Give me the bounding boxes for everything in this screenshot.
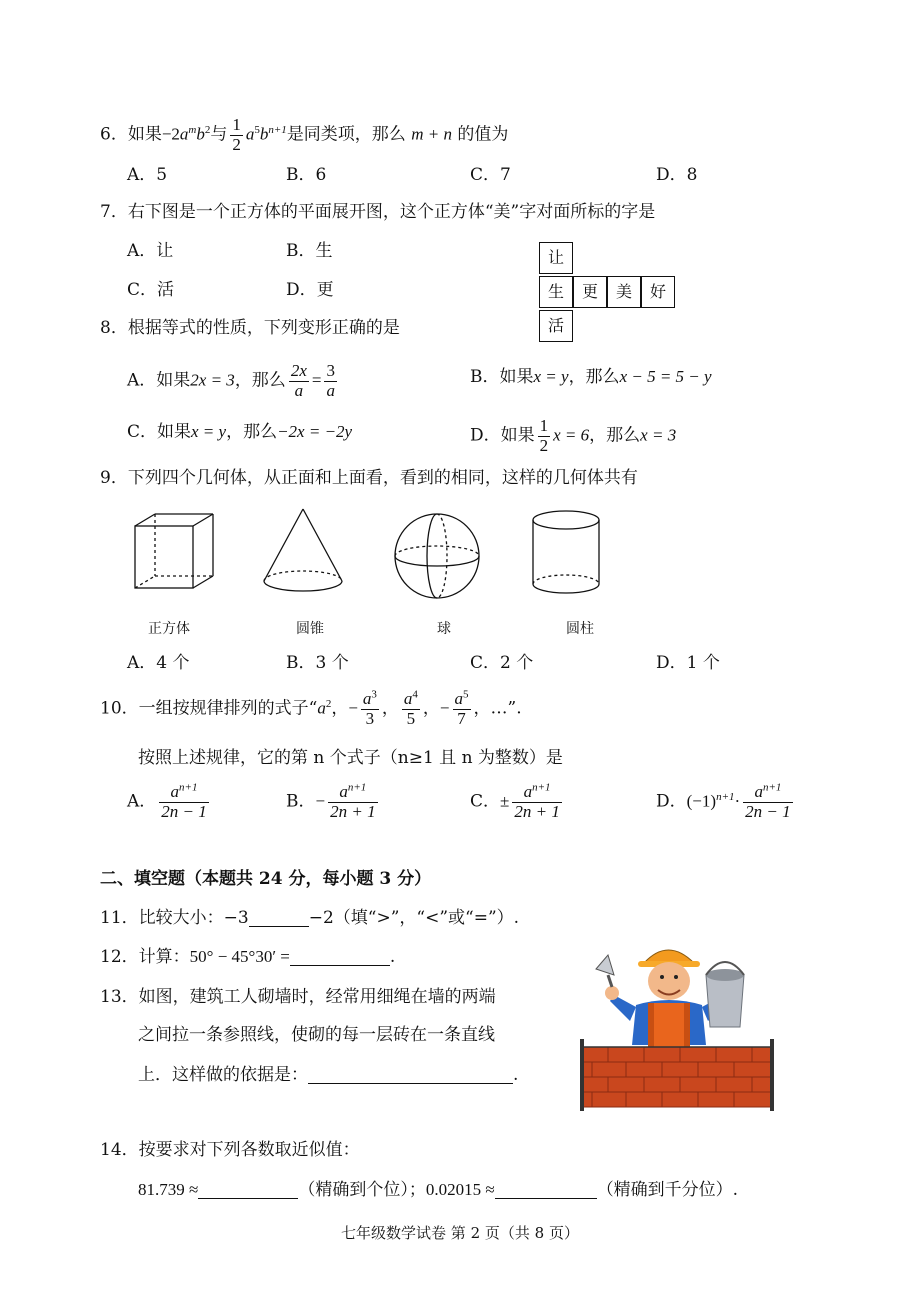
question-7: 7．右下图是一个正方体的平面展开图，这个正方体“美”字对面所标的字是: [100, 202, 656, 222]
question-9: 9．下列四个几何体，从正面和上面看，看到的相同，这样的几何体共有: [100, 468, 638, 488]
bricklayer-illustration: [578, 935, 778, 1111]
q9-option-a: A．4 个: [127, 653, 190, 673]
q6-option-b: B．6: [286, 165, 327, 185]
fraction: $\frac{1}{2}$: [232, 115, 241, 154]
q6-option-a: A．5: [127, 165, 168, 185]
question-13-line3: 上．这样做的依据是： .: [138, 1065, 519, 1085]
q7-option-a: A．让: [127, 241, 174, 261]
question-6: 6．如果$-2a^mb^2$与 $\frac{1}{2}$ $a^5b^{n+1}$是同类项，那么 m + n 的值为: [100, 115, 509, 154]
net-cell-4: 好: [641, 276, 675, 308]
q7-option-b: B．生: [286, 241, 333, 261]
q8-option-c: C．如果x = y，那么−2x = −2y: [127, 422, 353, 442]
question-12: 12．计算：50° − 45°30′ = .: [100, 947, 396, 967]
caption-cone: 圆锥: [296, 621, 324, 637]
q8-option-b: B．如果x = y，那么x − 5 = 5 − y: [470, 367, 712, 387]
q8-option-d: D．如果 $\frac{1}{2}$ x = 6，那么x = 3: [470, 416, 677, 455]
answer-blank-13: [308, 1066, 513, 1084]
net-cell-1: 生: [539, 276, 573, 308]
q6-option-c: C．7: [470, 165, 511, 185]
question-14: 14．按要求对下列各数取近似值：: [100, 1140, 360, 1160]
q7-option-c: C．活: [127, 280, 175, 300]
cone-figure: [258, 505, 348, 597]
question-8: 8．根据等式的性质，下列变形正确的是: [100, 318, 400, 338]
net-cell-bottom: 活: [539, 310, 573, 342]
q10-option-d: D．$(-1)^{n+1}\cdot$ $\frac{a^{n+1}}{2n - 1}$: [656, 781, 791, 821]
caption-sphere: 球: [437, 621, 451, 637]
caption-cylinder: 圆柱: [566, 621, 594, 637]
caption-cube: 正方体: [148, 621, 190, 637]
net-cell-2: 更: [573, 276, 607, 308]
question-13-line2: 之间拉一条参照线，使砌的每一层砖在一条直线: [138, 1025, 495, 1045]
q6-option-d: D．8: [656, 165, 698, 185]
net-cell-3: 美: [607, 276, 641, 308]
sphere-figure: [392, 510, 484, 602]
q10-option-c: C．± $\frac{a^{n+1}}{2n + 1}$: [470, 781, 560, 821]
q9-option-d: D．1 个: [656, 653, 720, 673]
answer-blank-11: [249, 909, 309, 927]
q7-option-d: D．更: [286, 280, 334, 300]
page-footer: 七年级数学试卷 第 2 页（共 8 页）: [341, 1224, 579, 1242]
q10-option-b: B．− $\frac{a^{n+1}}{2n + 1}$: [286, 781, 376, 821]
q8-option-a: A．如果2x = 3，那么 $\frac{2x}{a}$ = $\frac{3}{a}$: [127, 361, 335, 400]
answer-blank-14a: [198, 1181, 298, 1199]
question-14-answers: 81.739 ≈ （精确到个位）；0.02015 ≈ （精确到千分位）.: [138, 1180, 739, 1200]
question-10: 10．一组按规律排列的式子“$a^2$，− $\frac{a^3}{3}$ ， $\frac{a^4}{5}$ ，− $\frac{a^5}{7}$ ，…”.: [100, 688, 522, 728]
question-13-line1: 13．如图，建筑工人砌墙时，经常用细绳在墙的两端: [100, 987, 496, 1007]
section-2-title: 二、填空题（本题共 24 分，每小题 3 分）: [100, 869, 432, 889]
net-cell-top: 让: [539, 242, 573, 274]
q9-option-b: B．3 个: [286, 653, 349, 673]
answer-blank-12: [290, 948, 390, 966]
q10-option-a: A． $\frac{a^{n+1}}{2n - 1}$: [127, 781, 207, 821]
cube-figure: [125, 508, 225, 598]
q10-line2: 按照上述规律，它的第 n 个式子（n≥1 且 n 为整数）是: [138, 748, 563, 768]
cylinder-figure: [526, 508, 608, 600]
answer-blank-14b: [495, 1181, 597, 1199]
question-11: 11．比较大小：−3 −2（填“>”，“<”或“=”）.: [100, 908, 520, 928]
q9-option-c: C．2 个: [470, 653, 534, 673]
